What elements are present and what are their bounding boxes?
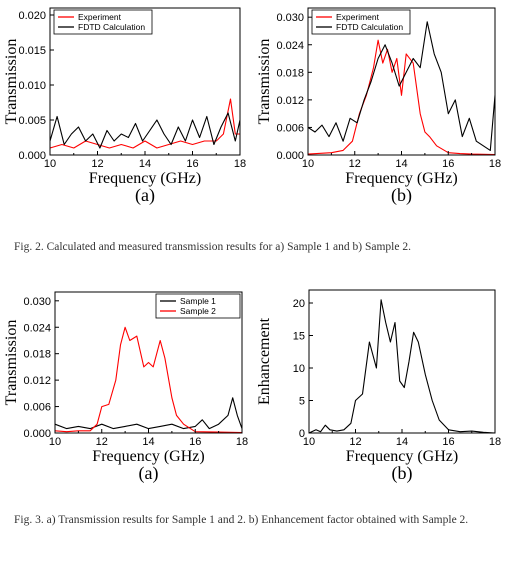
x-tick-label: 12: [91, 158, 104, 170]
panel-label: (a): [135, 185, 155, 205]
y-tick-label: 0.000: [23, 428, 51, 440]
x-tick-label: 16: [189, 436, 202, 448]
series-line-fdtd-calculation: [50, 113, 240, 148]
series-line-experiment: [308, 40, 495, 154]
x-tick-label: 16: [186, 158, 199, 170]
x-tick-label: 12: [95, 436, 108, 448]
x-tick-label: 18: [233, 158, 247, 170]
y-tick-label: 0.030: [276, 12, 304, 25]
legend: [312, 10, 410, 34]
x-axis-title: Frequency (GHz): [345, 170, 458, 187]
y-tick-label: 0.024: [276, 39, 304, 52]
legend-label: FDTD Calculation: [336, 22, 404, 32]
x-tick-label: 10: [43, 158, 57, 170]
y-tick-label: 15: [292, 330, 305, 343]
x-tick-label: 14: [395, 158, 408, 170]
y-tick-label: 0.020: [18, 10, 46, 22]
legend: [156, 294, 240, 318]
fig3a-chart: [0, 280, 253, 495]
y-tick-label: 0.012: [23, 375, 51, 388]
y-tick-label: 0.006: [276, 122, 304, 135]
y-tick-label: 0.000: [18, 150, 46, 162]
x-tick-label: 18: [488, 436, 502, 448]
y-axis-title: Transmission: [256, 38, 273, 125]
x-tick-label: 10: [302, 436, 316, 448]
y-tick-label: 0.012: [276, 94, 304, 107]
x-tick-label: 12: [349, 436, 362, 448]
fig2b-chart: [253, 0, 507, 215]
y-tick-label: 0.018: [276, 67, 304, 80]
y-tick-label: 0.015: [18, 45, 46, 57]
legend-label: FDTD Calculation: [78, 22, 146, 32]
x-tick-label: 14: [395, 436, 409, 448]
series-line-experiment: [50, 99, 240, 148]
y-tick-label: 0.024: [23, 322, 51, 335]
x-tick-label: 16: [442, 436, 455, 448]
series-line-main: [309, 300, 495, 433]
x-axis-title: Frequency (GHz): [345, 448, 459, 465]
series-line-sample-1: [55, 398, 242, 429]
x-tick-label: 14: [138, 158, 152, 170]
y-tick-label: 5: [298, 395, 305, 408]
y-tick-label: 0.000: [276, 150, 304, 162]
x-axis-title: Frequency (GHz): [92, 448, 205, 465]
y-axis-title: Enhancement: [256, 317, 273, 406]
x-tick-label: 16: [442, 158, 455, 170]
x-tick-label: 18: [488, 158, 502, 170]
x-tick-label: 10: [48, 436, 62, 448]
legend-label: Experiment: [336, 12, 379, 22]
x-tick-label: 18: [235, 436, 249, 448]
y-tick-label: 20: [292, 298, 305, 310]
plot-frame: [309, 290, 495, 433]
panel-label: (b): [391, 463, 413, 483]
legend-label: Sample 1: [180, 296, 216, 306]
panel-label: (a): [138, 463, 159, 483]
y-tick-label: 0.030: [23, 295, 51, 308]
y-tick-label: 0.006: [23, 401, 51, 414]
figure-2-caption: Fig. 2. Calculated and measured transmission results for a) Sample 1 and b) Sample 2.: [14, 241, 411, 253]
figure-3-caption: Fig. 3. a) Transmission results for Sample 1 and 2. b) Enhancement factor obtained with Sample 2.: [14, 514, 469, 526]
y-tick-label: 0.018: [23, 348, 51, 361]
y-axis-title: Transmission: [3, 38, 20, 125]
y-tick-label: 0: [298, 428, 305, 440]
legend-label: Experiment: [78, 12, 121, 22]
x-axis-title: Frequency (GHz): [88, 170, 202, 187]
series-line-sample-2: [55, 327, 242, 432]
x-tick-label: 10: [301, 158, 315, 170]
y-tick-label: 0.010: [18, 80, 46, 92]
series-line-fdtd-calculation: [308, 22, 495, 151]
panel-label: (b): [391, 185, 412, 205]
fig2a-chart: [0, 0, 253, 215]
legend-label: Sample 2: [180, 306, 216, 316]
fig3b-chart: [253, 280, 507, 495]
x-tick-label: 12: [348, 158, 361, 170]
legend: [54, 10, 152, 34]
y-tick-label: 0.005: [18, 115, 46, 127]
y-axis-title: Transmission: [3, 319, 20, 406]
y-tick-label: 10: [292, 363, 305, 375]
x-tick-label: 14: [142, 436, 155, 448]
